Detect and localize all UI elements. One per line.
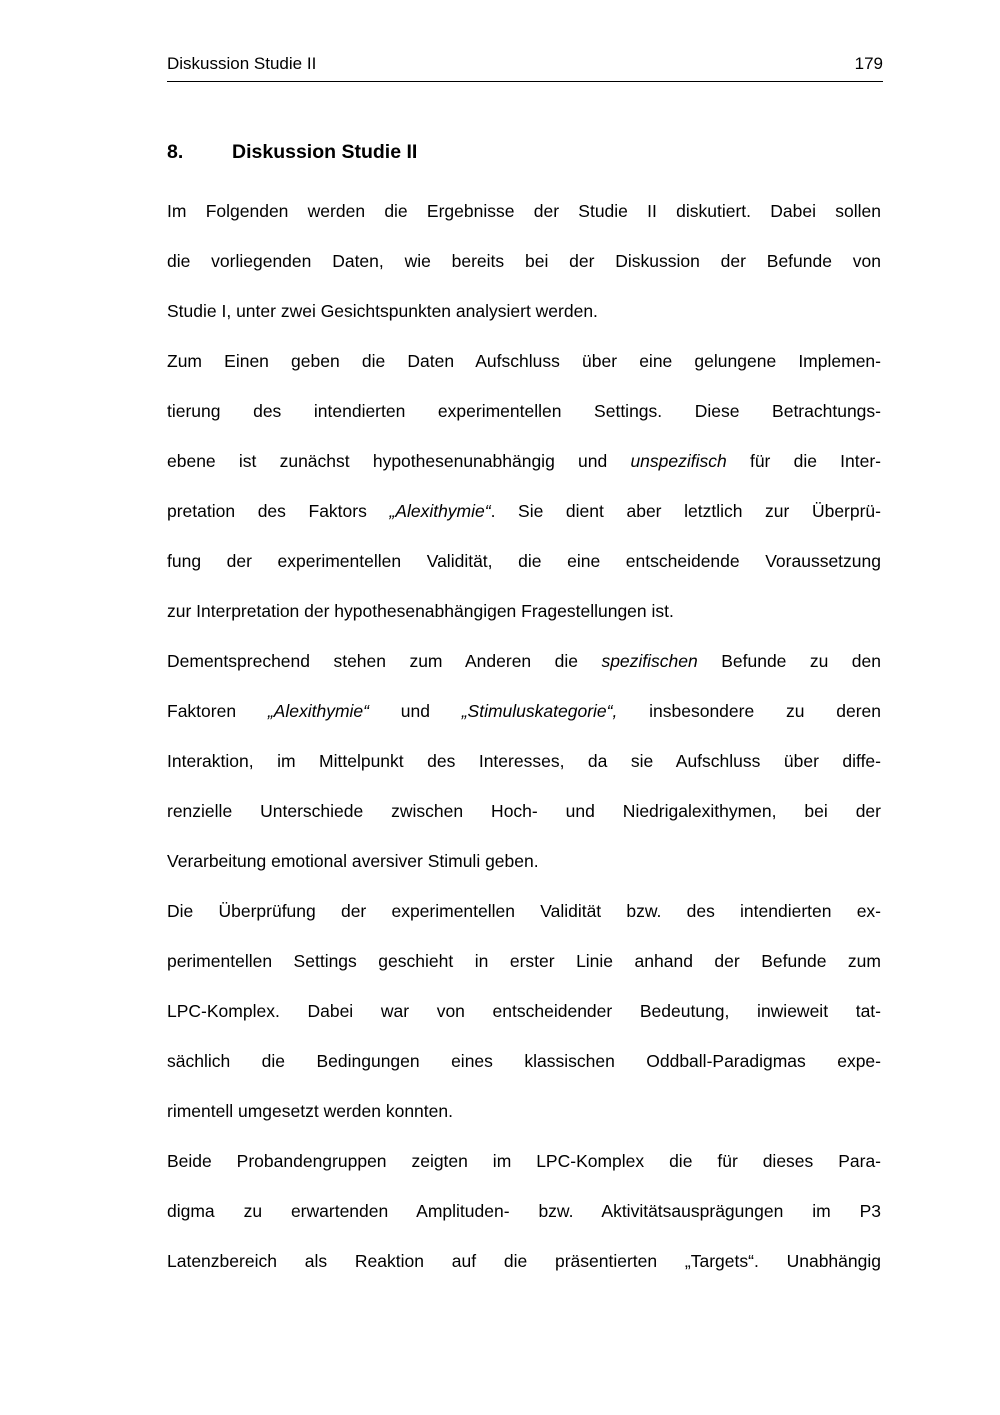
text-line [167, 736, 881, 786]
text-segment: renzielle Unterschiede zwischen Hoch- und Niedrigalexithymen, bei der [167, 801, 881, 821]
italic-text-segment: unspezifisch [630, 451, 727, 471]
text-line [167, 286, 881, 336]
text-line [167, 586, 881, 636]
text-line [167, 1186, 881, 1236]
text-segment: ebene ist zunächst hypothesenunabhängig und [167, 451, 631, 471]
text-segment: Verarbeitung emotional aversiver Stimuli geben. [167, 851, 539, 871]
text-segment: rimentell umgesetzt werden konnten. [167, 1101, 453, 1121]
text-segment: Studie I, unter zwei Gesichtspunkten analysiert werden. [167, 301, 598, 321]
text-segment: insbesondere zu deren [617, 701, 881, 721]
text-segment: Zum Einen geben die Daten Aufschluss über eine gelungene Implemen- [167, 351, 881, 371]
page-number: 179 [854, 54, 883, 73]
text-segment: Die Überprüfung der experimentellen Validität bzw. des intendierten ex- [167, 901, 881, 921]
running-head: Diskussion Studie II [167, 54, 317, 73]
text-segment: und [368, 701, 462, 721]
text-line [167, 1236, 881, 1286]
text-line [167, 436, 881, 486]
section-title: Diskussion Studie II [232, 141, 418, 163]
page-header [167, 54, 883, 82]
text-line [167, 686, 881, 736]
text-segment: tierung des intendierten experimentellen Settings. Diese Betrachtungs- [167, 401, 881, 421]
text-line [167, 1086, 881, 1136]
italic-text-segment: spezifischen [601, 651, 698, 671]
text-segment: Dementsprechend stehen zum Anderen die [167, 651, 602, 671]
text-segment: perimentellen Settings geschieht in erster Linie anhand der Befunde zum [167, 951, 881, 971]
text-segment: Faktoren [167, 701, 268, 721]
text-line [167, 536, 881, 586]
text-segment: Beide Probandengruppen zeigten im LPC-Komplex die für dieses Para- [167, 1151, 881, 1171]
text-line [167, 236, 881, 286]
text-segment: für die Inter- [726, 451, 881, 471]
text-line [167, 386, 881, 436]
text-segment: zur Interpretation der hypothesenabhängigen Fragestellungen ist. [167, 601, 674, 621]
italic-text-segment: „Stimuluskategorie“, [461, 701, 618, 721]
text-line [167, 886, 881, 936]
text-segment: LPC-Komplex. Dabei war von entscheidender Bedeutung, inwieweit tat- [167, 1001, 881, 1021]
text-line [167, 636, 881, 686]
text-line [167, 786, 881, 836]
text-segment: fung der experimentellen Validität, die eine entscheidende Voraussetzung [167, 551, 881, 571]
section-number: 8. [167, 141, 184, 163]
text-segment: Latenzbereich als Reaktion auf die präsentierten „Targets“. Unabhängig [167, 1251, 881, 1271]
text-line [167, 986, 881, 1036]
text-line [167, 486, 881, 536]
text-line [167, 936, 881, 986]
text-segment: Befunde zu den [697, 651, 881, 671]
text-line [167, 1036, 881, 1086]
text-segment: Interaktion, im Mittelpunkt des Interesses, da sie Aufschluss über diffe- [167, 751, 881, 771]
text-line [167, 336, 881, 386]
section-heading [167, 141, 883, 164]
text-segment: pretation des Faktors [167, 501, 390, 521]
text-segment: digma zu erwartenden Amplituden- bzw. Aktivitätsausprägungen im P3 [167, 1201, 881, 1221]
text-segment: sächlich die Bedingungen eines klassischen Oddball-Paradigmas expe- [167, 1051, 881, 1071]
text-segment: . Sie dient aber letztlich zur Überprü- [490, 501, 881, 521]
italic-text-segment: „Alexithymie“ [267, 701, 369, 721]
text-segment: Im Folgenden werden die Ergebnisse der Studie II diskutiert. Dabei sollen [167, 201, 881, 221]
text-line [167, 186, 881, 236]
text-line [167, 836, 881, 886]
text-segment: die vorliegenden Daten, wie bereits bei der Diskussion der Befunde von [167, 251, 881, 271]
body-text [167, 186, 881, 1286]
text-line [167, 1136, 881, 1186]
italic-text-segment: „Alexithymie“ [389, 501, 491, 521]
